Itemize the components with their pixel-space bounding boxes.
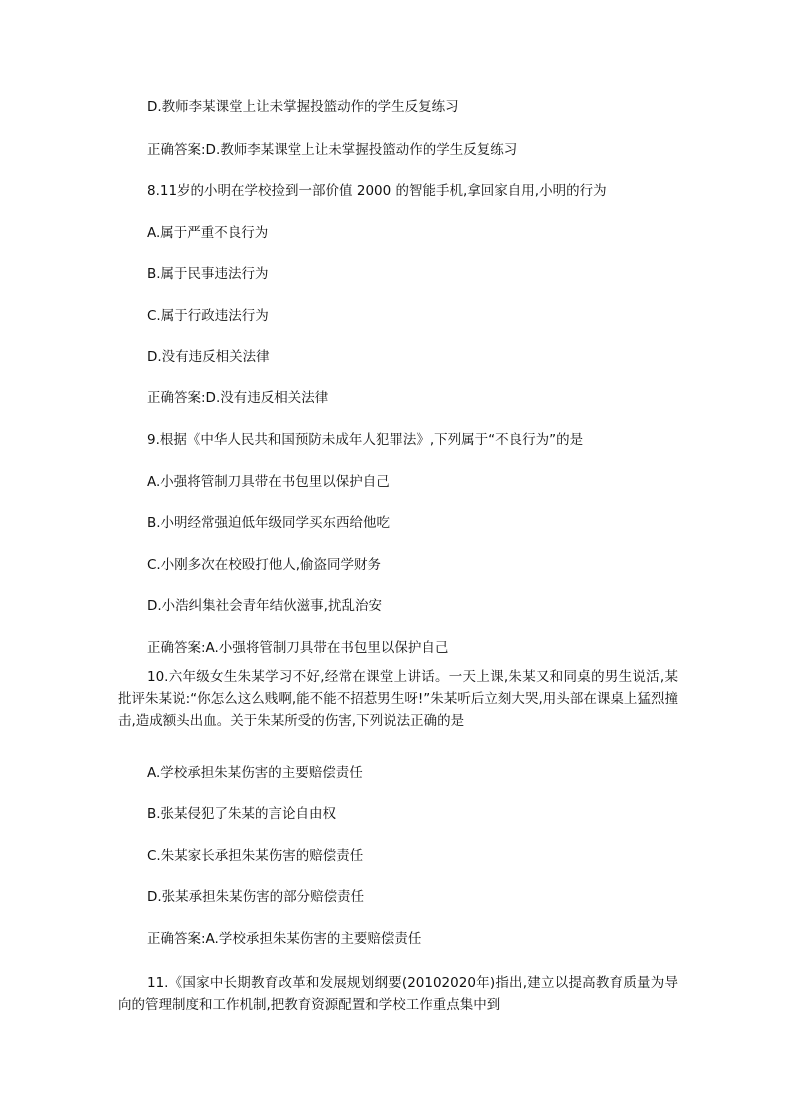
option-d: D.张某承担朱某伤害的部分赔偿责任 bbox=[147, 889, 365, 905]
option-a: A.学校承担朱某伤害的主要赔偿责任 bbox=[147, 765, 363, 781]
answer-line: 正确答案:A.学校承担朱某伤害的主要赔偿责任 bbox=[147, 931, 422, 947]
option-a: A.小强将管制刀具带在书包里以保护自己 bbox=[147, 474, 390, 490]
question-10: 10.六年级女生朱某学习不好,经常在课堂上讲话。一天上课,朱某又和同桌的男生说活,某批评朱某说:“你怎么这么贱啊,能不能不招惹男生呀!”朱某听后立刻大哭,用头部在课桌上猛烈撞击,造成额头出血。关于朱某所受的伤害,下列说法正确的是 bbox=[118, 669, 678, 729]
option-b: B.张某侵犯了朱某的言论自由权 bbox=[147, 806, 337, 822]
option-c: C.属于行政违法行为 bbox=[147, 308, 269, 324]
question-9: 9.根据《中华人民共和国预防未成年人犯罪法》,下列属于“不良行为”的是 bbox=[147, 432, 584, 448]
answer-line: 正确答案:D.没有违反相关法律 bbox=[147, 390, 329, 406]
option-b: B.属于民事违法行为 bbox=[147, 266, 269, 282]
option-c: C.小刚多次在校殴打他人,偷盗同学财务 bbox=[147, 557, 382, 573]
question-8: 8.11岁的小明在学校捡到一部价值 2000 的智能手机,拿回家自用,小明的行为 bbox=[147, 183, 607, 199]
answer-line: 正确答案:A.小强将管制刀具带在书包里以保护自己 bbox=[147, 640, 449, 656]
option-d: D.小浩纠集社会青年结伙滋事,扰乱治安 bbox=[147, 598, 382, 614]
answer-line: 正确答案:D.教师李某课堂上让未掌握投篮动作的学生反复练习 bbox=[147, 142, 518, 158]
option-c: C.朱某家长承担朱某伤害的赔偿责任 bbox=[147, 848, 364, 864]
option-a: A.属于严重不良行为 bbox=[147, 225, 269, 241]
question-11: 11.《国家中长期教育改革和发展规划纲要(20102020年)指出,建立以提高教育质量为导向的管理制度和工作机制,把教育资源配置和学校工作重点集中到 bbox=[118, 975, 678, 1013]
option-b: B.小明经常强迫低年级同学买东西给他吃 bbox=[147, 515, 391, 531]
option-d: D.没有违反相关法律 bbox=[147, 349, 270, 365]
text-line: D.教师李某课堂上让未掌握投篮动作的学生反复练习 bbox=[147, 99, 459, 115]
